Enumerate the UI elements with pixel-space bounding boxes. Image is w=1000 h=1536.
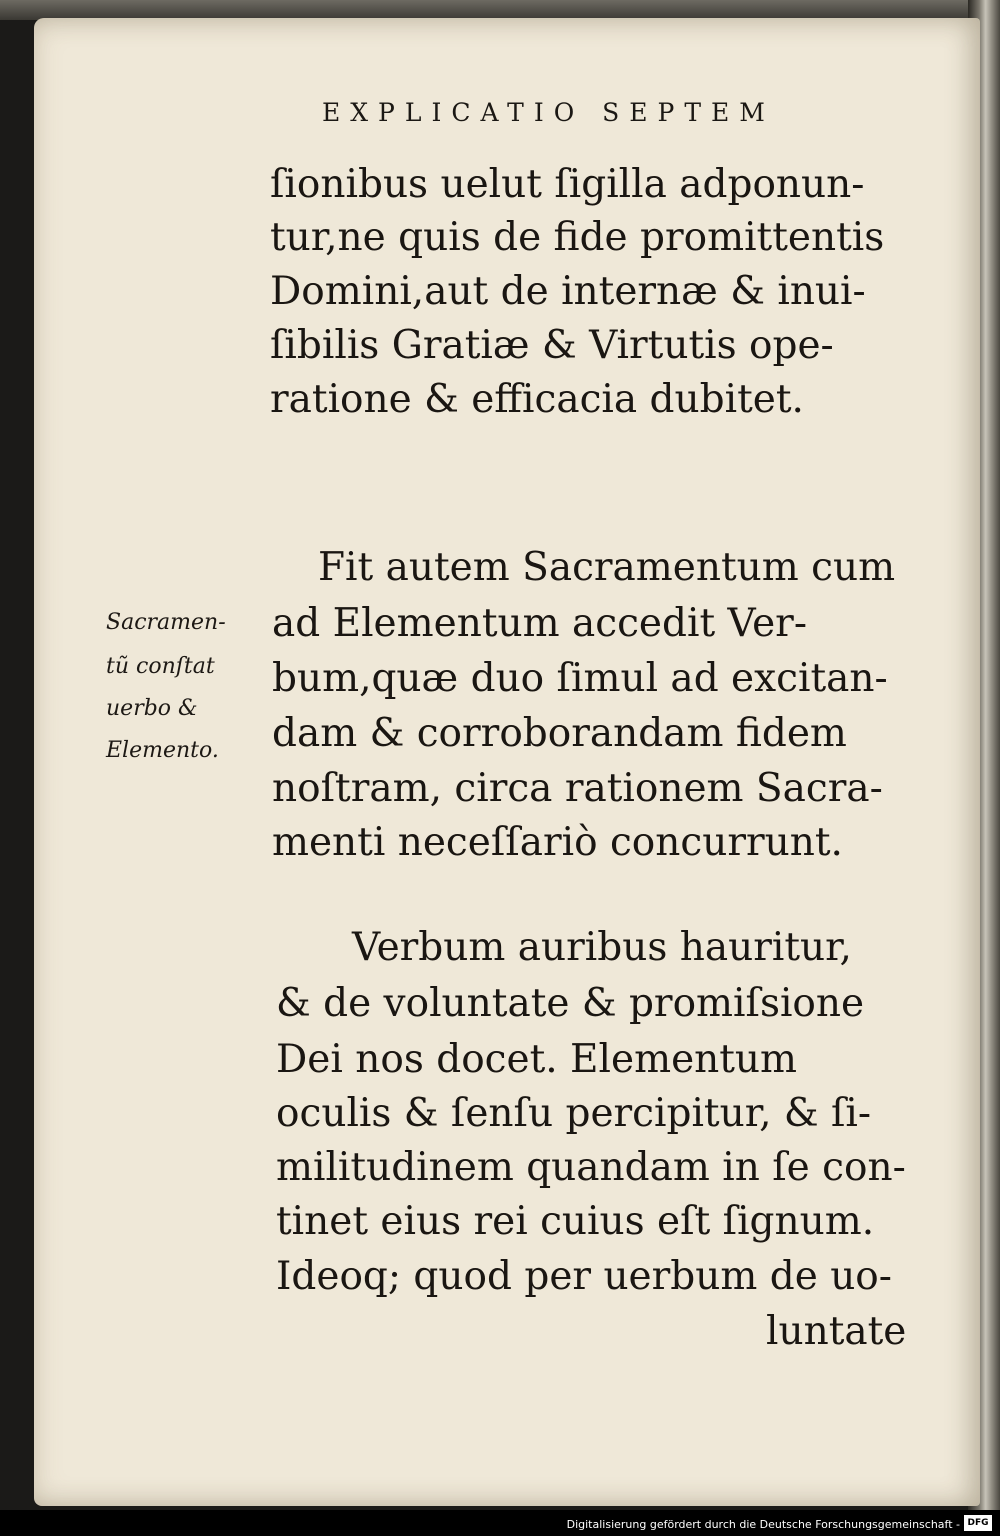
text-line: & de voluntate & promiſsione: [276, 981, 865, 1026]
margin-note-line: Elemento.: [106, 738, 219, 763]
text-line: noſtram, circa rationem Sacra-: [272, 766, 883, 811]
text-line: ratione & efficacia dubitet.: [270, 377, 804, 422]
text-line: oculis & ſenſu percipitur, & ſi-: [276, 1091, 872, 1136]
text-line: ad Elementum accedit Ver-: [272, 601, 807, 646]
text-line: ſionibus uelut ſigilla adponun-: [270, 162, 865, 207]
text-line: menti neceſſariò concurrunt.: [272, 820, 843, 865]
running-head: EXPLICATIO SEPTEM: [322, 98, 775, 127]
text-line: Ideoq; quod per uerbum de uo-: [276, 1254, 892, 1299]
catchword: luntate: [766, 1309, 907, 1354]
footer-credit: Digitalisierung gefördert durch die Deutsche Forschungsgemeinschaft -: [566, 1518, 960, 1531]
text-line: bum,quæ duo ſimul ad excitan-: [272, 656, 888, 701]
margin-note-line: Sacramen-: [106, 610, 226, 635]
text-line: tur,ne quis de fide promittentis: [270, 215, 885, 260]
text-line: tinet eius rei cuius eſt ſignum.: [276, 1199, 875, 1244]
text-line: dam & corroborandam fidem: [272, 711, 847, 756]
margin-note-line: tũ conſtat: [106, 654, 215, 679]
text-line: militudinem quandam in ſe con-: [276, 1145, 906, 1190]
margin-note-line: uerbo &: [106, 696, 198, 721]
text-line: Dei nos docet. Elementum: [276, 1037, 798, 1082]
text-line: Domini,aut de internæ & inui-: [270, 269, 866, 314]
book-top-edge: [0, 0, 1000, 20]
dfg-logo: DFG: [964, 1515, 992, 1531]
text-line: Fit autem Sacramentum cum: [318, 545, 896, 590]
text-line: Verbum auribus hauritur,: [352, 925, 852, 970]
text-line: ſibilis Gratiæ & Virtutis ope-: [270, 323, 834, 368]
